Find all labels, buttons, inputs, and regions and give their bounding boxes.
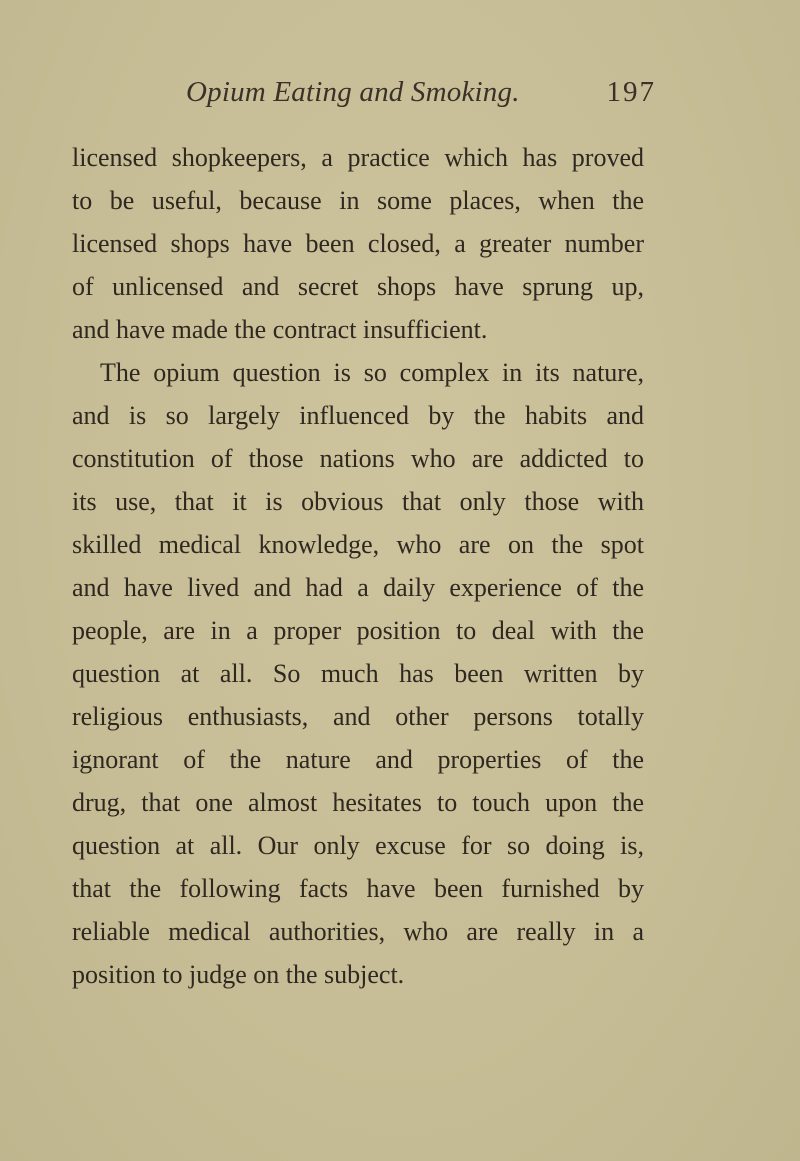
text-line: reliable medical authorities, who are really in a [72,917,644,946]
text-line: that the following facts have been furnished by [72,874,644,903]
text-line: question at all. Our only excuse for so doing is, [72,831,644,860]
text-line: skilled medical knowledge, who are on the spot [72,530,644,559]
text-line: licensed shops have been closed, a greater number [72,229,644,258]
page-number: 197 [606,76,656,108]
text-line: ignorant of the nature and properties of the [72,745,644,774]
text-line: religious enthusiasts, and other persons totally [72,702,644,731]
text-line: position to judge on the subject. [72,960,405,989]
text-line: The opium question is so complex in its nature, [100,358,644,387]
text-line: licensed shopkeepers, a practice which has proved [72,143,644,172]
running-title: Opium Eating and Smoking. [186,76,520,108]
paragraph [72,136,644,351]
text-line: of unlicensed and secret shops have sprung up, [72,272,644,301]
text-line: question at all. So much has been written by [72,659,644,688]
text-line: its use, that it is obvious that only those with [72,487,644,516]
text-line: and is so largely influenced by the habits and [72,401,644,430]
text-line: drug, that one almost hesitates to touch upon the [72,788,644,817]
text-line: constitution of those nations who are addicted to [72,444,644,473]
text-line: and have lived and had a daily experience of the [72,573,644,602]
running-head [186,76,656,116]
text-line: people, are in a proper position to deal with the [72,616,644,645]
text-line: to be useful, because in some places, when the [72,186,644,215]
paragraph [72,351,644,996]
text-line: and have made the contract insufficient. [72,315,488,344]
body-text [72,136,644,996]
